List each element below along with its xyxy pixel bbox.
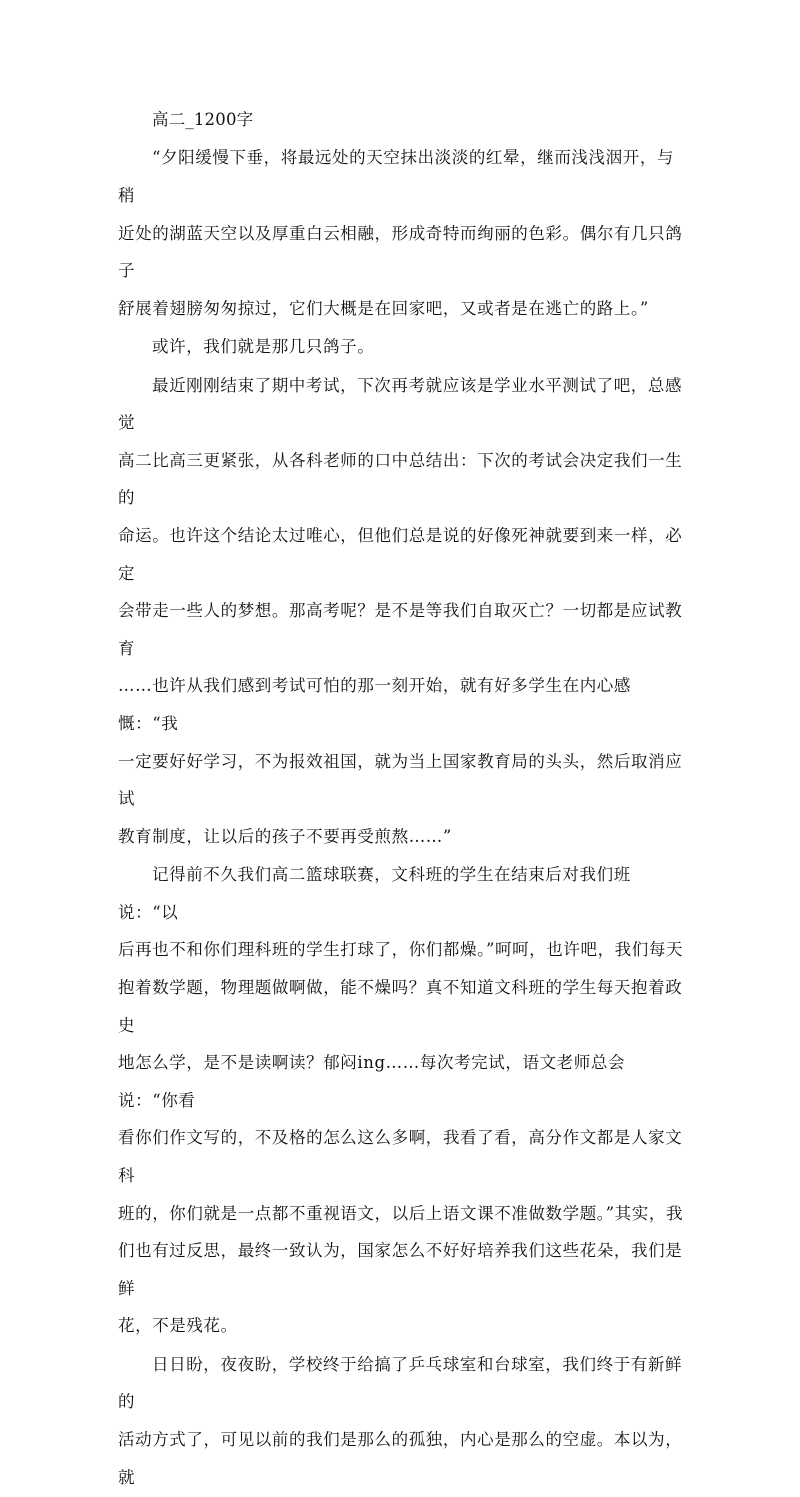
document-body — [118, 101, 684, 1497]
paragraph-basketball-league: 记得前不久我们高二篮球联赛，文科班的学生在结束后对我们班说：“以 后再也不和你们理科班的学生打球了，你们都燥。”呵呵，也许吧，我们每天 抱着数学题，物理题做啊做，能不燥吗？真不知道文科班的学生每天抱着政史 地怎么学，是不是读啊读？郁闷ing……每次考完试，语文老师总会说：“你看 看你们作文写的，不及格的怎么这么多啊，我看了看，高分作文都是人家文科 班的，你们就是一点都不重视语文，以后上语文课不准做数学题。”其实，我 们也有过反思，最终一致认为，国家怎么不好好培养我们这些花朵，我们是鲜 花，不是残花。 — [118, 865, 684, 1336]
paragraph-we-are-pigeons: 或许，我们就是那几只鸽子。 — [152, 337, 375, 357]
paragraph-ping-pong-room: 日日盼，夜夜盼，学校终于给搞了乒乓球室和台球室，我们终于有新鲜的 活动方式了，可见以前的我们是那么的孤独，内心是那么的空虚。本以为，就 — [118, 1354, 683, 1487]
document-title: 高二_1200字 — [152, 110, 254, 129]
paragraph-midterm-exam: 最近刚刚结束了期中考试，下次再考就应该是学业水平测试了吧，总感觉 高二比高三更紧张，从各科老师的口中总结出：下次的考试会决定我们一生的 命运。也许这个结论太过唯心，但他们总是说的好像死神就要到来一样，必定 会带走一些人的梦想。那高考呢？是不是等我们自取灭亡？一切都是应试教育 ……也许从我们感到考试可怕的那一刻开始，就有好多学生在内心感慨：“我 一定要好好学习，不为报效祖国，就为当上国家教育局的头头，然后取消应试 教育制度，让以后的孩子不要再受煎熬……” — [118, 375, 683, 846]
paragraph-pigeons-quote: “夕阳缓慢下垂，将最远处的天空抹出淡淡的红晕，继而浅浅洇开，与稍 近处的湖蓝天空以及厚重白云相融，形成奇特而绚丽的色彩。偶尔有几只鸽子 舒展着翅膀匆匆掠过，它们大概是在回家吧，又或者是在逃亡的路上。” — [118, 148, 683, 318]
